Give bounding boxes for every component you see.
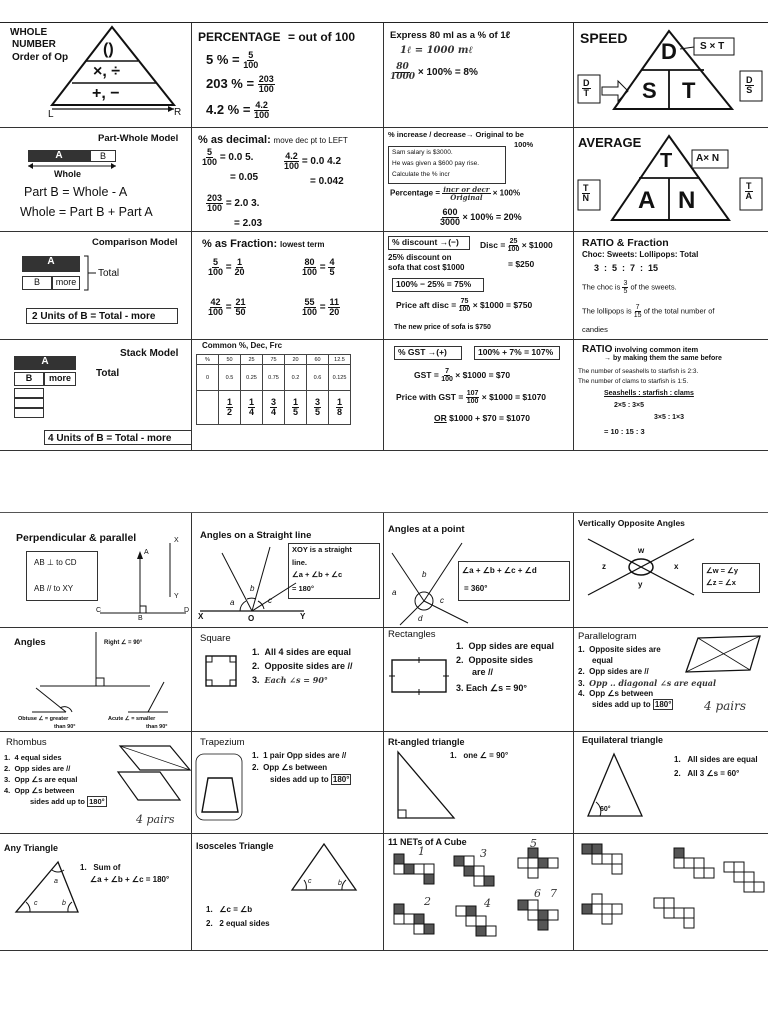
ratio-line1: The choc is $\frac{3}{5}$ of the sweets. xyxy=(582,280,677,295)
trap-i2b: sides add up to 180° xyxy=(270,775,350,784)
stack-b-3 xyxy=(14,398,44,408)
net-number-7: 7 xyxy=(550,887,557,900)
stack-model-cell xyxy=(0,340,192,451)
rect-i2b: are // xyxy=(472,667,494,677)
comparison-more: more xyxy=(52,276,80,290)
rtri-title: Rt-angled triangle xyxy=(388,737,465,747)
stack-title: Stack Model xyxy=(120,348,179,359)
equilateral-cell xyxy=(574,732,768,834)
net-number-5: 5 xyxy=(530,837,537,850)
para-i1b: equal xyxy=(592,656,613,665)
discount-after: Price aft disc = $\frac{75}{100}$ × $1000 = $750 xyxy=(396,298,533,313)
speed-t: T xyxy=(682,78,696,103)
discount-disc-eq: = $250 xyxy=(508,259,535,269)
part-b-bar: B xyxy=(90,150,116,162)
ratio2-m2: 3×5 : 1×3 xyxy=(654,414,684,421)
trap-i2: 2. Opp ∠s between xyxy=(252,763,328,772)
angles-obtuse2: than 90° xyxy=(54,724,76,730)
rhombus-i4: 4. Opp ∠s between xyxy=(4,786,75,795)
straight-x: X xyxy=(198,612,204,621)
express-line2: 1ℓ = 1000 mℓ xyxy=(400,45,473,56)
vertical-e1: ∠w = ∠y xyxy=(706,566,738,575)
straight-line-cell xyxy=(192,513,384,628)
point-eq2: = 360° xyxy=(464,584,488,593)
anytri-b: b xyxy=(62,900,66,907)
mul-div: ×, ÷ xyxy=(93,63,121,80)
cube-nets-cell-2 xyxy=(574,834,768,951)
equilateral-triangle-icon xyxy=(574,732,768,834)
ratio2-l1: The number of seashells to starfish is 2:3. xyxy=(578,368,699,375)
cube-net-6 xyxy=(518,900,558,930)
decimal-ex1-res: = 0.05 xyxy=(230,172,259,183)
perp-title: Perpendicular & parallel xyxy=(16,532,137,544)
average-cell xyxy=(574,128,768,232)
vertical-z: z xyxy=(602,562,606,571)
top-sheet xyxy=(0,22,768,451)
straight-title: Angles on a Straight line xyxy=(200,530,312,541)
ratio-line3: candies xyxy=(582,325,608,334)
ratio-values: 3 : 5 : 7 : 15 xyxy=(594,263,659,273)
increase-100: 100% xyxy=(514,140,534,149)
comparison-rule: 2 Units of B = Total - more xyxy=(32,311,156,322)
rect-i3: 3. Each ∠s = 90° xyxy=(456,683,527,693)
point-a: a xyxy=(392,588,397,597)
vertical-e2: ∠z = ∠x xyxy=(706,578,736,587)
decimal-ex3: $\frac{203}{100}$ = 2.0 3. xyxy=(207,193,260,213)
stack-more: more xyxy=(44,372,76,386)
net-number-1: 1 xyxy=(418,845,425,858)
straight-n1: XOY is a straight xyxy=(292,545,352,554)
pct-row-1: 5 % = $\frac{5}{100}$ xyxy=(206,50,259,70)
angles-point-cell xyxy=(384,513,574,628)
point-b: b xyxy=(422,570,427,579)
fraction-ex4: $\frac{55}{100}$ = $\frac{11}{20}$ xyxy=(302,297,340,317)
cube-net-3 xyxy=(454,856,494,886)
vertical-title: Vertically Opposite Angles xyxy=(578,518,685,528)
vertical-x: x xyxy=(674,562,679,571)
equi-i2: 2. All 3 ∠s = 60° xyxy=(674,769,740,778)
rhombus-note: 4 pairs xyxy=(136,813,175,826)
right-triangle-cell xyxy=(384,732,574,834)
ratio2-header: RATIO involving common item xyxy=(582,344,699,355)
angles-obtuse: Obtuse ∠ = greater xyxy=(18,716,69,722)
number-title: NUMBER xyxy=(12,39,56,50)
point-d: d xyxy=(418,614,423,623)
average-tn: $\frac{T}{N}$ xyxy=(582,183,589,203)
pct-row-2: 203 % = $\frac{203}{100}$ xyxy=(206,74,274,94)
para-i4: 4. Opp ∠s between xyxy=(578,689,654,698)
left-label: L xyxy=(48,109,54,120)
straight-a: a xyxy=(230,598,235,607)
perp-y: Y xyxy=(174,593,179,600)
ratio-common-cell xyxy=(574,340,768,451)
part-a-bar: A xyxy=(28,150,90,162)
point-title: Angles at a point xyxy=(388,524,465,535)
square-cell xyxy=(192,628,384,732)
perp-b: B xyxy=(138,615,143,622)
point-c: c xyxy=(440,596,444,605)
whole-title: WHOLE xyxy=(10,27,48,38)
ratio-title: RATIO & Fraction xyxy=(582,237,669,249)
rhombus-cell xyxy=(0,732,192,834)
stack-a-bar: A xyxy=(14,356,76,370)
gst-line3: OR $1000 + $70 = $1070 xyxy=(434,413,530,423)
average-t: T xyxy=(660,150,673,172)
discount-l2: sofa that cost $1000 xyxy=(388,263,465,272)
rect-i2: 2. Opposite sides xyxy=(456,655,534,665)
straight-line-diagram-icon xyxy=(192,513,384,628)
pct-row-3: 4.2 % = $\frac{4.2}{100}$ xyxy=(206,100,270,120)
anytri-a: a xyxy=(54,878,58,885)
gst-box-text: 100% + 7% = 107% xyxy=(478,347,554,357)
vertical-angles-cell xyxy=(574,513,768,628)
equi-deg: 60° xyxy=(600,806,611,813)
square-title: Square xyxy=(200,633,231,644)
discount-title: % discount →(−) xyxy=(392,237,459,247)
anytri-i2: ∠a + ∠b + ∠c = 180° xyxy=(90,875,170,884)
para-i3: 3. Opp .. diagonal ∠s are equal xyxy=(578,678,716,688)
stack-b-2 xyxy=(14,388,44,398)
net-number-2: 2 xyxy=(424,895,431,908)
comparison-title: Comparison Model xyxy=(92,237,178,248)
increase-note2: He was given a $600 pay rise. xyxy=(392,160,480,167)
average-ta: $\frac{T}{A}$ xyxy=(745,181,752,201)
square-i3: 3. Each ∠s = 90° xyxy=(252,675,328,685)
speed-title: SPEED xyxy=(580,30,628,46)
straight-b: b xyxy=(250,584,255,593)
anytri-title: Any Triangle xyxy=(4,843,59,853)
average-axn: A× N xyxy=(696,153,720,164)
gst-title: % GST →(+) xyxy=(398,347,447,357)
cube-net-5 xyxy=(518,848,558,878)
decimal-header: % as decimal: move dec pt to LEFT xyxy=(198,134,348,146)
point-eq1: ∠a + ∠b + ∠c + ∠d xyxy=(462,566,537,575)
perp-c: C xyxy=(96,607,102,614)
increase-formula: Percentage = $\frac{\text{incr or decr}}{\text{Original}}$ × 100% xyxy=(390,185,521,202)
whole-label: Whole xyxy=(54,169,81,179)
ratio-line2: The lollipops is $\frac{7}{15}$ of the total number of xyxy=(582,304,715,319)
stack-b-bar: B xyxy=(14,372,44,386)
angles-title: Angles xyxy=(14,637,46,648)
straight-n4: = 180° xyxy=(292,584,314,593)
straight-y: Y xyxy=(300,612,306,621)
cube-net-11 xyxy=(654,898,694,928)
square-i2: 2. Opposite sides are // xyxy=(252,661,353,671)
stack-total: Total xyxy=(96,368,120,379)
rhombus-i2: 2. Opp sides are // xyxy=(4,764,71,773)
common-title: Common %, Dec, Frc xyxy=(202,341,283,350)
cube-net-9 xyxy=(724,862,764,892)
rectangles-cell xyxy=(384,628,574,732)
straight-n2: line. xyxy=(292,558,308,567)
rect-i1: 1. Opp sides are equal xyxy=(456,641,555,651)
isos-c: c xyxy=(308,878,312,885)
discount-l1: 25% discount on xyxy=(388,253,452,262)
express-cell xyxy=(384,23,574,128)
rhombus-i4b: sides add up to 180° xyxy=(30,797,105,806)
straight-n3: ∠a + ∠b + ∠c xyxy=(292,570,343,579)
gst-cell xyxy=(384,340,574,451)
rect-title: Rectangles xyxy=(388,629,436,640)
rtri-i1: 1. one ∠ = 90° xyxy=(450,751,509,760)
bottom-sheet xyxy=(0,512,768,951)
parallelogram-cell xyxy=(574,628,768,732)
express-calc: $\frac{80}{1000}$ × 100% = 8% xyxy=(390,62,478,82)
decimal-ex2-res: = 0.042 xyxy=(310,176,344,187)
comparison-b-bar: B xyxy=(22,276,52,290)
isosceles-triangle-icon xyxy=(192,834,384,951)
average-title: AVERAGE xyxy=(578,135,642,150)
increase-cell xyxy=(384,128,574,232)
angles-acute2: than 90° xyxy=(146,724,168,730)
cube-nets-diagram-icon xyxy=(384,834,574,951)
decimal-ex2: $\frac{4.2}{100}$ = 0.0 4.2 xyxy=(284,151,342,171)
fraction-ex3: $\frac{42}{100}$ = $\frac{21}{50}$ xyxy=(208,297,246,317)
speed-d: D xyxy=(661,39,677,64)
equi-i1: 1. All sides are equal xyxy=(674,755,758,764)
angles-acute: Acute ∠ = smaller xyxy=(108,716,156,722)
discount-cell xyxy=(384,232,574,340)
increase-example: $\frac{600}{3000}$ × 100% = 20% xyxy=(440,207,522,227)
increase-note1: Sam salary is $3000. xyxy=(392,149,453,156)
part-eq2: Whole = Part B + Part A xyxy=(20,205,153,219)
percentage-sub: = out of 100 xyxy=(288,30,356,44)
cube-nets-diagram-2-icon xyxy=(574,834,768,951)
square-i1: 1. All 4 sides are equal xyxy=(252,647,352,657)
perpendicular-cell xyxy=(0,513,192,628)
cube-net-7 xyxy=(582,844,622,874)
angles-right: Right ∠ = 90° xyxy=(104,640,143,646)
discount-disc: Disc = $\frac{25}{100}$ × $1000 xyxy=(480,238,553,253)
gst-line2: Price with GST = $\frac{107}{100}$ × $1000 = $1070 xyxy=(396,390,547,405)
isos-title: Isosceles Triangle xyxy=(196,841,274,851)
average-a: A xyxy=(638,187,656,214)
cube-net-2 xyxy=(394,904,434,934)
average-n: N xyxy=(678,187,696,214)
decimal-ex3-res: = 2.03 xyxy=(234,218,263,229)
right-label: R xyxy=(174,107,182,118)
percentage-cell xyxy=(192,23,384,128)
comparison-cell xyxy=(0,232,192,340)
ratio2-res: = 10 : 15 : 3 xyxy=(604,427,645,436)
speed-cell xyxy=(574,23,768,128)
add-sub: +, − xyxy=(92,85,120,102)
ratio-sub: Choc: Sweets: Lollipops: Total xyxy=(582,250,699,259)
increase-title: % increase / decrease→ Original to be xyxy=(388,130,524,139)
fraction-header: % as Fraction: lowest term xyxy=(202,238,325,250)
cube-nets-cell xyxy=(384,834,574,951)
parentheses: () xyxy=(103,41,114,58)
any-triangle-cell xyxy=(0,834,192,951)
trap-title: Trapezium xyxy=(200,737,245,748)
para-note: 4 pairs xyxy=(704,699,747,713)
common-table-cell xyxy=(192,340,384,451)
ratio2-sub2: → by making them the same before xyxy=(604,355,722,362)
part-eq1: Part B = Whole - A xyxy=(24,185,128,199)
whole-number-cell xyxy=(0,23,192,128)
anytri-i1: 1. Sum of xyxy=(80,863,121,872)
rhombus-i3: 3. Opp ∠s are equal xyxy=(4,775,78,784)
cube-net-4 xyxy=(456,906,496,936)
cube-net-8 xyxy=(674,848,714,878)
discount-note: The new price of sofa is $750 xyxy=(394,324,491,331)
anytri-c: c xyxy=(34,900,38,907)
order-of-op: Order of Op xyxy=(12,52,69,63)
percentage-title: PERCENTAGE xyxy=(198,30,281,44)
stack-rule: 4 Units of B = Total - more xyxy=(48,433,172,444)
isos-i1: 1. ∠c = ∠b xyxy=(206,905,253,914)
speed-s: S xyxy=(642,78,657,103)
para-i2: 2. Opp sides are // xyxy=(578,667,649,676)
para-i4b: sides add up to 180° xyxy=(592,700,672,709)
ratio2-l2: The number of clams to starfish is 1:5. xyxy=(578,378,689,385)
perp-d: D xyxy=(184,607,190,614)
trap-i1: 1. 1 pair Opp sides are // xyxy=(252,751,347,760)
gst-line1: GST = $\frac{7}{100}$ × $1000 = $70 xyxy=(414,368,511,383)
angles-types-cell xyxy=(0,628,192,732)
common-table: % 50 25 75 20 60 12.5 0 0.5 0.25 0.75 0.2 0.6 0.125 $\frac{1}{2}$ $\frac{1}{4}$ $\frac{3}{4}$ $\frac{1}{5}$ $\frac{3}{5}$ $\frac{1}{8}$ xyxy=(196,354,351,425)
rhombus-title: Rhombus xyxy=(6,737,47,748)
isosceles-cell xyxy=(192,834,384,951)
ratio2-hdr: Seashells : starfish : clams xyxy=(604,390,694,397)
vertical-w: w xyxy=(638,546,645,555)
ratio-fraction-cell xyxy=(574,232,768,340)
net-number-6: 6 xyxy=(534,887,541,900)
increase-note3: Calculate the % incr xyxy=(392,171,450,178)
part-whole-cell xyxy=(0,128,192,232)
decimal-cell xyxy=(192,128,384,232)
fraction-ex2: $\frac{80}{100}$ = $\frac{4}{5}$ xyxy=(302,257,335,277)
part-whole-title: Part-Whole Model xyxy=(98,133,179,144)
decimal-ex1: $\frac{5}{100}$ = 0.0 5. xyxy=(202,147,254,167)
cube-net-1 xyxy=(394,854,434,884)
cube-net-10 xyxy=(582,894,622,924)
discount-box-text: 100% − 25% = 75% xyxy=(396,279,472,289)
speed-dt: $\frac{D}{T}$ xyxy=(583,78,590,98)
comparison-a-bar: A xyxy=(22,256,80,272)
vertical-y: y xyxy=(638,580,643,589)
speed-sxt: S × T xyxy=(700,41,725,52)
para-i1: 1. Opposite sides are xyxy=(578,645,661,654)
fraction-cell xyxy=(192,232,384,340)
fraction-ex1: $\frac{5}{100}$ = $\frac{1}{20}$ xyxy=(208,257,245,277)
stack-b-4 xyxy=(14,408,44,418)
express-line1: Express 80 ml as a % of 1ℓ xyxy=(390,30,511,41)
right-triangle-icon xyxy=(384,732,574,834)
net-number-4: 4 xyxy=(484,897,491,910)
rhombus-i1: 1. 4 equal sides xyxy=(4,753,62,762)
para-title: Parallelogram xyxy=(578,631,637,642)
net-number-3: 3 xyxy=(480,847,487,860)
isos-b: b xyxy=(338,880,342,887)
speed-ds: $\frac{D}{S}$ xyxy=(746,75,753,95)
perp-line1: AB ⊥ to CD xyxy=(34,558,77,567)
perp-a: A xyxy=(144,549,149,556)
any-triangle-icon xyxy=(0,834,192,951)
average-triangle-icon xyxy=(574,128,768,232)
straight-c: c xyxy=(268,596,272,605)
ratio2-m1: 2×5 : 3×5 xyxy=(614,402,644,409)
equi-title: Equilateral triangle xyxy=(582,735,664,745)
perp-line2: AB // to XY xyxy=(34,584,74,593)
comparison-total: Total xyxy=(98,268,120,279)
trapezium-cell xyxy=(192,732,384,834)
perp-x: X xyxy=(174,537,179,544)
straight-o: O xyxy=(248,614,255,623)
isos-i2: 2. 2 equal sides xyxy=(206,919,270,928)
nets-title: 11 NETs of A Cube xyxy=(388,837,467,847)
